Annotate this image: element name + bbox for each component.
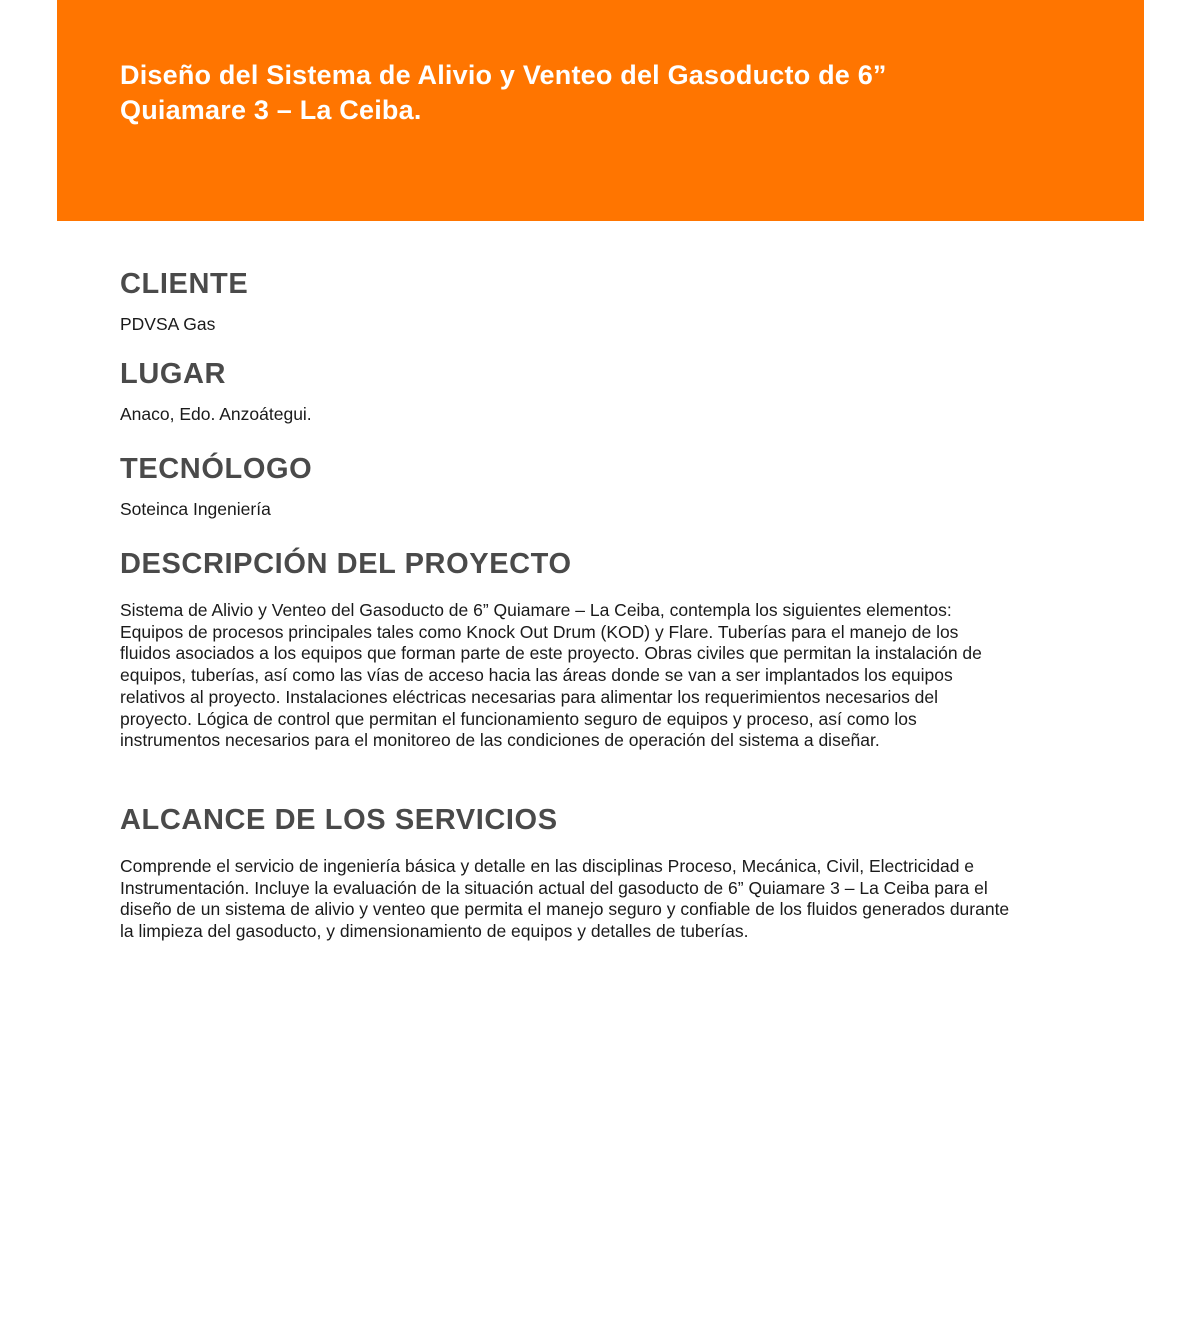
alcance-heading: ALCANCE DE LOS SERVICIOS [120,804,558,836]
tecnologo-heading: TECNÓLOGO [120,453,313,485]
cliente-heading: CLIENTE [120,268,249,300]
header-band [57,0,1144,221]
lugar-heading: LUGAR [120,358,227,390]
page-title: Diseño del Sistema de Alivio y Venteo del Gasoducto de 6” Quiamare 3 – La Ceiba. [120,60,887,125]
lugar-value: Anaco, Edo. Anzoátegui. [120,404,312,424]
tecnologo-value: Soteinca Ingeniería [120,499,271,519]
descripcion-heading: DESCRIPCIÓN DEL PROYECTO [120,548,572,580]
cliente-value: PDVSA Gas [120,314,216,334]
descripcion-text: Sistema de Alivio y Venteo del Gasoducto de 6” Quiamare – La Ceiba, contempla los siguientes elementos: Equipos de procesos principales tales como Knock Out Drum (KOD) y Flare. Tuberías para el manejo de los fluidos asociados a los equipos que forman parte de este proyecto. Obras civiles que permitan la instalación de equipos, tuberías, así como las vías de acceso hacia las áreas donde se van a ser implantados los equipos relativos al proyecto. Instalaciones eléctricas necesarias para alimentar los requerimientos necesarios del proyecto. Lógica de control que permitan el funcionamiento seguro de equipos y proceso, así como los instrumentos necesarios para el monitoreo de las condiciones de operación del sistema a diseñar. [120,600,982,751]
alcance-text: Comprende el servicio de ingeniería básica y detalle en las disciplinas Proceso, Mecánica, Civil, Electricidad e Instrumentación. Incluye la evaluación de la situación actual del gasoducto de 6” Quiamare 3 – La Ceiba para el diseño de un sistema de alivio y venteo que permita el manejo seguro y confiable de los fluidos generados durante la limpieza del gasoducto, y dimensionamiento de equipos y detalles de tuberías. [120,856,1010,942]
